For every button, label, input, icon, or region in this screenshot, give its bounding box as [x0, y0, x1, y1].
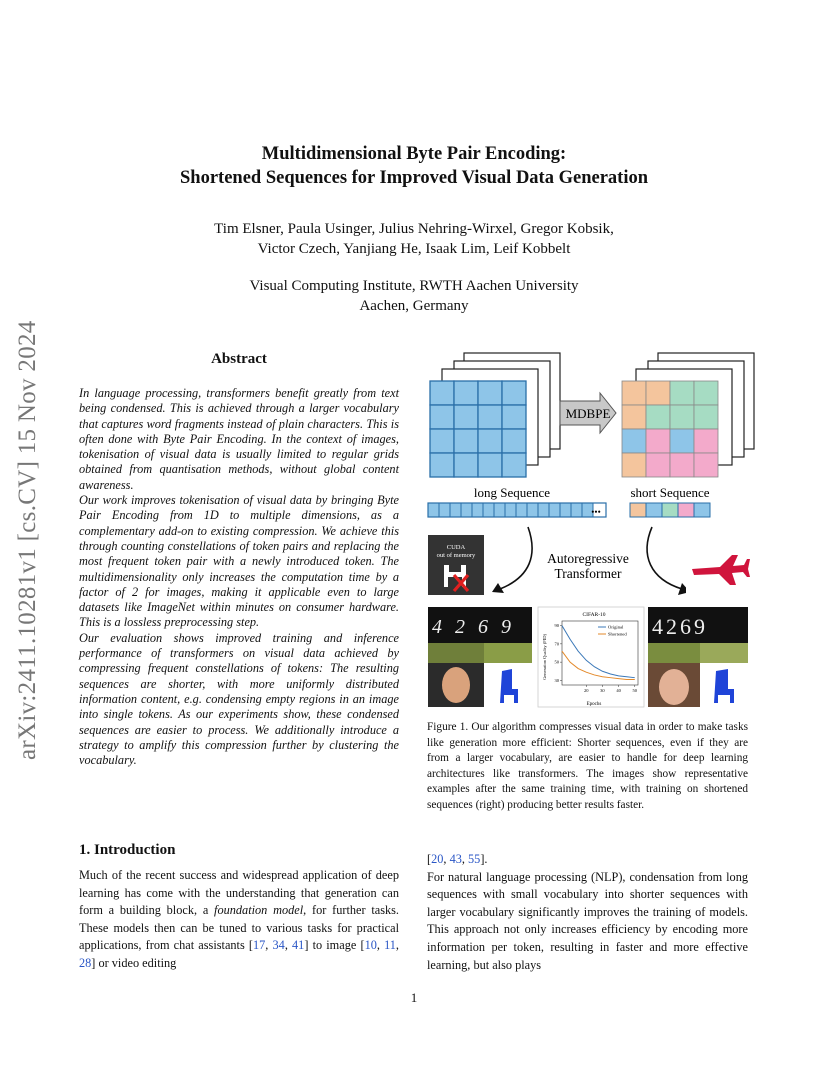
merged-token-cell — [670, 405, 694, 429]
sequence-token — [630, 503, 646, 517]
airplane-image — [686, 533, 750, 593]
merged-token-cell — [622, 405, 646, 429]
intro-right-column — [427, 851, 748, 974]
merged-token-cell — [622, 453, 646, 477]
citation-link[interactable]: 10 — [364, 938, 377, 953]
paper-title-line-2: Shortened Sequences for Improved Visual Data Generation — [180, 168, 648, 188]
merged-token-cell — [670, 429, 694, 453]
merged-token-cell — [694, 381, 718, 405]
mdbpe-label: MDBPE — [565, 406, 611, 421]
abstract-paragraph-1: In language processing, transformers benefit greatly from text being condensed. This is achieved through a larger vocabulary that captures word fragments instead of plain characters. This is often done with Byte Pair Encoding. In the context of images, tokenisation of visual data is usually limited to regular grids obtained from quantisation methods, without global content awareness. — [79, 386, 399, 492]
shortened-samples-collage — [648, 607, 748, 707]
y-tick-label: 70 — [554, 641, 559, 647]
citation-link[interactable]: 34 — [272, 938, 285, 953]
citation-link[interactable]: 41 — [292, 938, 305, 953]
citation-link[interactable]: 11 — [384, 938, 396, 953]
long-sequence-bar — [428, 503, 606, 517]
fid-chart — [538, 607, 644, 707]
curved-arrow-left — [500, 527, 532, 589]
authors-line-2: Victor Czech, Yanjiang He, Isaak Lim, Leif Kobbelt — [257, 241, 571, 257]
merged-token-cell — [670, 453, 694, 477]
token-cell — [478, 429, 502, 453]
token-cell — [478, 453, 502, 477]
short-sequence-label: short Sequence — [630, 485, 710, 500]
token-cell — [430, 405, 454, 429]
sequence-token — [694, 503, 710, 517]
token-cell — [430, 381, 454, 405]
abstract-paragraph-2: Our work improves tokenisation of visual data by bringing Byte Pair Encoding from 1D to multiple dimensions, as a complementary add-on to existing compression. We achieve this through counting constellations of token pairs and replacing the most frequent token pair with a newly introduced token. The multidimensionality only increases the computation time by a factor of 2 for images, making it applicable even to large datasets like ImageNet within minutes on consumer hardware. This is a lossless preprocessing step. — [79, 493, 399, 630]
token-cell — [502, 405, 526, 429]
cuda-label: CUDA — [446, 544, 466, 551]
merged-token-cell — [646, 453, 670, 477]
long-token-grid — [430, 353, 560, 477]
x-tick-label: 50 — [632, 688, 638, 693]
out-of-memory-label: out of memory — [436, 552, 476, 559]
abstract-heading: Abstract — [211, 351, 267, 367]
merged-token-cell — [694, 405, 718, 429]
sequence-ellipsis: ••• — [591, 507, 601, 517]
merged-token-cell — [646, 381, 670, 405]
abstract-paragraph-3: Our evaluation shows improved training and inference performance of transformers on visual data achieved by compressing frequent constellations of tokens: The resulting sequences are shorter, with more uniformly distributed information content, e.g. condensing empty regions in an image into single tokens. As our experiments show, these condensed sequences are easier to process. We additionally introduce a strategy to amplify this compression further by clustering the vocabulary. — [79, 630, 399, 768]
x-tick-label: 30 — [600, 688, 605, 693]
intro-paragraph-2: For natural language processing (NLP), condensation from long sequences with small vocabulary into shorter sequences with larger vocabulary significantly improves the training of models. This approach not only increases efficiency by encoding more information per token, resulting in faster and more effective learning, but also plays — [427, 869, 748, 972]
sequence-token — [505, 503, 516, 517]
citation-link[interactable]: 28 — [79, 955, 92, 970]
affiliation-line-2: Aachen, Germany — [359, 298, 469, 314]
x-tick-label: 20 — [584, 688, 589, 693]
intro-paragraph-1: Much of the recent success and widespread application of deep learning has come with the understanding that generation can form a building block, a foundation model, for further tasks. These models then can be tuned to various tasks for practical applications, from chat assistants [17, 34, 41] to image [10, 11, 28] or video editing — [79, 868, 399, 970]
intro-continuation: [20, 43, 55]. — [427, 852, 488, 866]
merged-token-cell — [694, 453, 718, 477]
affiliation-line-1: Visual Computing Institute, RWTH Aachen University — [249, 278, 579, 294]
token-cell — [502, 429, 526, 453]
figure-1 — [420, 345, 756, 715]
sequence-token — [538, 503, 549, 517]
intro-left-column — [79, 867, 399, 973]
sequence-token — [571, 503, 582, 517]
introduction-heading: 1. Introduction — [79, 842, 176, 858]
token-cell — [502, 381, 526, 405]
sequence-token — [560, 503, 571, 517]
chart-title: CIFAR-10 — [582, 612, 606, 618]
token-cell — [454, 381, 478, 405]
merged-token-cell — [622, 429, 646, 453]
token-cell — [454, 429, 478, 453]
autoregressive-label-2: Transformer — [554, 566, 622, 581]
chart-xlabel: Epochs — [586, 702, 602, 707]
y-tick-label: 50 — [554, 659, 559, 665]
sequence-token — [483, 503, 494, 517]
short-token-grid — [622, 353, 754, 477]
y-tick-label: 90 — [554, 623, 559, 629]
page-number: 1 — [410, 990, 418, 1005]
sequence-token — [461, 503, 472, 517]
generated-digits-shortened: 4269 — [652, 614, 708, 639]
paper-title-line-1: Multidimensional Byte Pair Encoding: — [261, 144, 567, 164]
original-samples-collage — [428, 607, 532, 707]
citation-link[interactable]: 43 — [449, 852, 462, 866]
sequence-token — [662, 503, 678, 517]
sequence-token — [678, 503, 694, 517]
merged-token-cell — [646, 405, 670, 429]
sequence-token — [439, 503, 450, 517]
sequence-token — [646, 503, 662, 517]
curved-arrow-right — [647, 527, 682, 589]
legend-label: Original — [608, 624, 624, 630]
long-sequence-label: long Sequence — [473, 485, 551, 500]
cuda-oom-box — [428, 535, 484, 595]
autoregressive-label-1: Autoregressive — [547, 551, 629, 566]
citation-link[interactable]: 17 — [253, 938, 266, 953]
chart-ylabel: Generation Quality (FID) — [542, 634, 547, 680]
legend-label: Shortened — [608, 631, 627, 637]
sequence-token — [549, 503, 560, 517]
generated-digits-original: 4 2 6 9 — [432, 616, 515, 638]
merged-token-cell — [694, 429, 718, 453]
citation-link[interactable]: 20 — [431, 852, 444, 866]
x-tick-label: 40 — [616, 688, 621, 693]
sequence-token — [450, 503, 461, 517]
sequence-token — [494, 503, 505, 517]
token-cell — [430, 429, 454, 453]
sequence-token — [472, 503, 483, 517]
authors-line-1: Tim Elsner, Paula Usinger, Julius Nehring-Wirxel, Gregor Kobsik, — [214, 221, 614, 237]
citation-link[interactable]: 55 — [468, 852, 481, 866]
token-cell — [454, 453, 478, 477]
token-cell — [478, 381, 502, 405]
token-cell — [454, 405, 478, 429]
merged-token-cell — [646, 429, 670, 453]
sequence-token — [428, 503, 439, 517]
figure-1-caption: Figure 1. Our algorithm compresses visual data in order to make tasks like generation more efficient: Shorter sequences, even if they are from a larger vocabulary, are easier to handle for deep learning architectures like transformers. The images show representative examples after the same training time, with training on shortened sequences (right) producing better results faster. — [427, 721, 748, 811]
short-sequence-bar — [630, 503, 710, 517]
token-cell — [430, 453, 454, 477]
merged-token-cell — [670, 381, 694, 405]
mdbpe-arrow — [560, 393, 616, 433]
sequence-token — [516, 503, 527, 517]
merged-token-cell — [622, 381, 646, 405]
arxiv-identifier: arXiv:2411.10281v1 [cs.CV] 15 Nov 2024 — [14, 320, 41, 760]
sequence-token — [527, 503, 538, 517]
token-cell — [502, 453, 526, 477]
token-cell — [478, 405, 502, 429]
abstract-text — [79, 386, 399, 768]
y-tick-label: 30 — [554, 678, 559, 684]
